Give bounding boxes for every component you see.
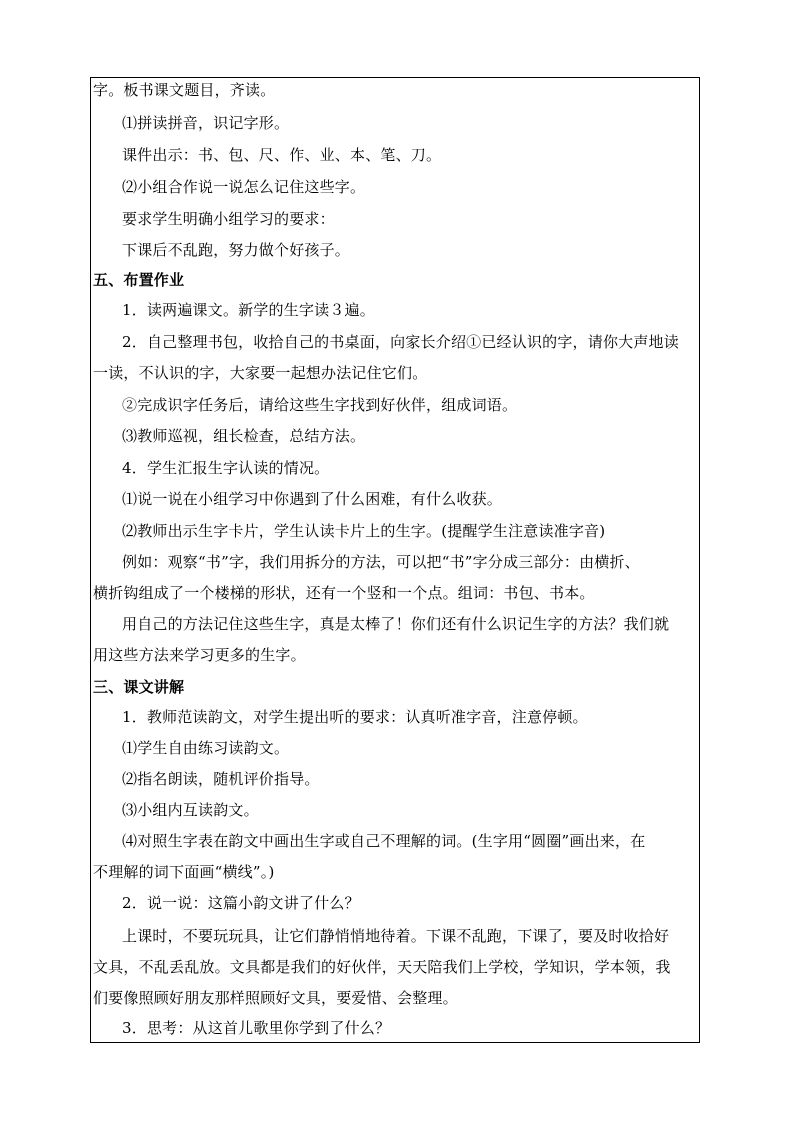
paragraph-line: 字。板书课文题目，齐读。 <box>93 81 276 99</box>
paragraph-line: 下课后不乱跑，努力做个好孩子。 <box>122 241 351 259</box>
paragraph-line: 用自己的方法记住这些生字，真是太棒了！你们还有什么识记生字的方法？我们就 <box>122 615 670 633</box>
paragraph-line: ⑷对照生字表在韵文中画出生字或自己不理解的词。(生字用“圆圈”画出来，在 <box>122 832 646 850</box>
paragraph-line: ⑵教师出示生字卡片，学生认读卡片上的生字。(提醒学生注意读准字音) <box>122 522 606 540</box>
paragraph-line: 2．说一说：这篇小韵文讲了什么？ <box>122 894 360 912</box>
paragraph-line: 2．自己整理书包，收拾自己的书桌面，向家长介绍①已经认识的字，请你大声地读 <box>122 333 679 351</box>
paragraph-line: 4．学生汇报生字认读的情况。 <box>122 459 330 477</box>
paragraph-line: 要求学生明确小组学习的要求： <box>122 210 335 228</box>
paragraph-line: 课件出示：书、包、尺、作、业、本、笔、刀。 <box>122 146 442 164</box>
paragraph-line: 例如：观察“书”字，我们用拆分的方法，可以把“书”字分成三部分：由横折、 <box>122 553 640 571</box>
paragraph-line: 1．读两遍课文。新学的生字读３遍。 <box>122 301 375 319</box>
paragraph-line: ⑵指名朗读，随机评价指导。 <box>122 770 320 788</box>
paragraph-line: 上课时，不要玩玩具，让它们静悄悄地待着。下课不乱跑，下课了，要及时收拾好 <box>122 927 670 945</box>
paragraph-line: ⑴拼读拼音，识记字形。 <box>122 114 290 132</box>
paragraph-line: ⑶小组内互读韵文。 <box>122 801 259 819</box>
paragraph-line: ⑶教师巡视，组长检查，总结方法。 <box>122 427 366 445</box>
paragraph-line: 一读，不认识的字，大家要一起想办法记住它们。 <box>93 364 428 382</box>
paragraph-line: ⑴学生自由练习读韵文。 <box>122 739 290 757</box>
paragraph-line: ②完成识字任务后，请给这些生字找到好伙伴，组成词语。 <box>122 396 518 414</box>
paragraph-line: 横折钩组成了一个楼梯的形状，还有一个竖和一个点。组词：书包、书本。 <box>93 584 595 602</box>
paragraph-line: 们要像照顾好朋友那样照顾好文具，要爱惜、会整理。 <box>93 989 458 1007</box>
paragraph-line: ⑵小组合作说一说怎么记住这些字。 <box>122 178 366 196</box>
paragraph-line: 3．思考：从这首儿歌里你学到了什么？ <box>122 1019 391 1037</box>
paragraph-line: 用这些方法来学习更多的生字。 <box>93 646 306 664</box>
paragraph-line: 1．教师范读韵文，对学生提出听的要求：认真听准字音，注意停顿。 <box>122 708 588 726</box>
section-heading: 三、课文讲解 <box>93 678 185 696</box>
paragraph-line: ⑴说一说在小组学习中你遇到了什么困难，有什么收获。 <box>122 490 503 508</box>
paragraph-line: 不理解的词下面画“横线”。) <box>93 863 275 881</box>
section-heading: 五、布置作业 <box>93 271 185 289</box>
paragraph-line: 文具，不乱丢乱放。文具都是我们的好伙伴，天天陪我们上学校，学知识，学本领，我 <box>93 958 671 976</box>
